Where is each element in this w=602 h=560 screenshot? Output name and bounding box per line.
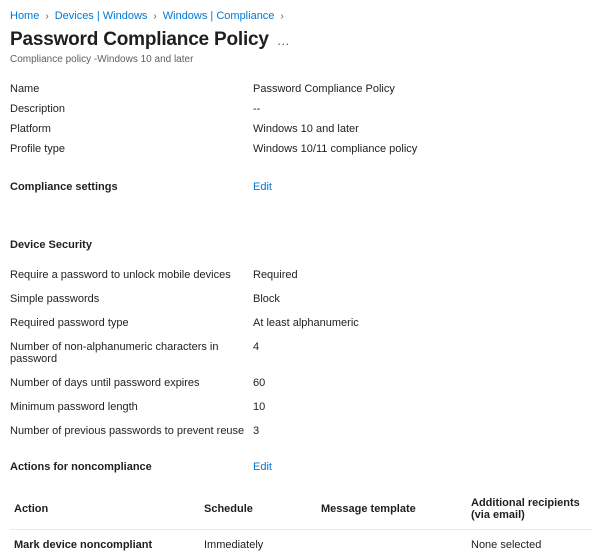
setting-row-minimum-password-length (10, 395, 592, 419)
breadcrumb (10, 8, 592, 24)
property-value: Windows 10/11 compliance policy (253, 143, 417, 155)
edit-noncompliance-actions-link[interactable]: Edit (253, 461, 272, 473)
property-label: Profile type (10, 143, 253, 155)
page-subtitle: Compliance policy -Windows 10 and later (10, 54, 592, 65)
setting-label: Simple passwords (10, 293, 253, 305)
setting-row-require-password (10, 263, 592, 287)
column-header-message-template: Message template (317, 491, 467, 530)
breadcrumb-separator-icon: › (280, 11, 283, 22)
device-security-settings-list (10, 263, 592, 443)
breadcrumb-item-home[interactable]: Home (10, 10, 39, 22)
device-security-heading: Device Security (10, 237, 592, 253)
setting-label: Number of non-alphanumeric characters in password (10, 341, 253, 365)
cell-message-template (317, 530, 467, 560)
setting-value: Block (253, 293, 280, 305)
property-row-description (10, 101, 592, 121)
setting-row-days-until-expire (10, 371, 592, 395)
setting-label: Require a password to unlock mobile devices (10, 269, 253, 281)
noncompliance-actions-table (10, 491, 592, 560)
noncompliance-header-row (10, 461, 592, 473)
column-header-additional-recipients: Additional recipients (via email) (467, 491, 592, 530)
cell-action: Mark device noncompliant (10, 530, 200, 560)
setting-row-non-alphanumeric-count (10, 335, 592, 371)
setting-value: 60 (253, 377, 265, 389)
setting-row-required-password-type (10, 311, 592, 335)
column-header-action: Action (10, 491, 200, 530)
breadcrumb-item-windows-compliance[interactable]: Windows | Compliance (163, 10, 275, 22)
column-header-schedule: Schedule (200, 491, 317, 530)
page-title: Password Compliance Policy (10, 28, 269, 52)
cell-schedule: Immediately (200, 530, 317, 560)
setting-value: At least alphanumeric (253, 317, 359, 329)
property-row-name (10, 81, 592, 101)
setting-value: 3 (253, 425, 259, 437)
compliance-settings-label: Compliance settings (10, 181, 253, 193)
compliance-settings-row (10, 179, 592, 199)
summary-properties (10, 81, 592, 161)
property-label: Name (10, 83, 253, 95)
setting-label: Number of previous passwords to prevent reuse (10, 425, 253, 437)
property-value: Windows 10 and later (253, 123, 359, 135)
breadcrumb-separator-icon: › (153, 11, 156, 22)
setting-value: 4 (253, 341, 259, 353)
property-value: Password Compliance Policy (253, 83, 395, 95)
page-title-row (10, 28, 592, 52)
setting-label: Number of days until password expires (10, 377, 253, 389)
property-label: Platform (10, 123, 253, 135)
property-row-profile-type (10, 141, 592, 161)
table-header-row (10, 491, 592, 530)
setting-value: Required (253, 269, 298, 281)
setting-row-simple-passwords (10, 287, 592, 311)
setting-label: Minimum password length (10, 401, 253, 413)
property-value: -- (253, 103, 260, 115)
setting-label: Required password type (10, 317, 253, 329)
cell-additional-recipients: None selected (467, 530, 592, 560)
setting-value: 10 (253, 401, 265, 413)
breadcrumb-separator-icon: › (45, 11, 48, 22)
more-options-icon[interactable]: … (277, 30, 291, 52)
property-row-platform (10, 121, 592, 141)
setting-row-previous-passwords-reuse (10, 419, 592, 443)
edit-compliance-settings-link[interactable]: Edit (253, 181, 272, 193)
breadcrumb-item-devices-windows[interactable]: Devices | Windows (55, 10, 148, 22)
noncompliance-heading: Actions for noncompliance (10, 461, 253, 473)
property-label: Description (10, 103, 253, 115)
table-row[interactable] (10, 530, 592, 560)
